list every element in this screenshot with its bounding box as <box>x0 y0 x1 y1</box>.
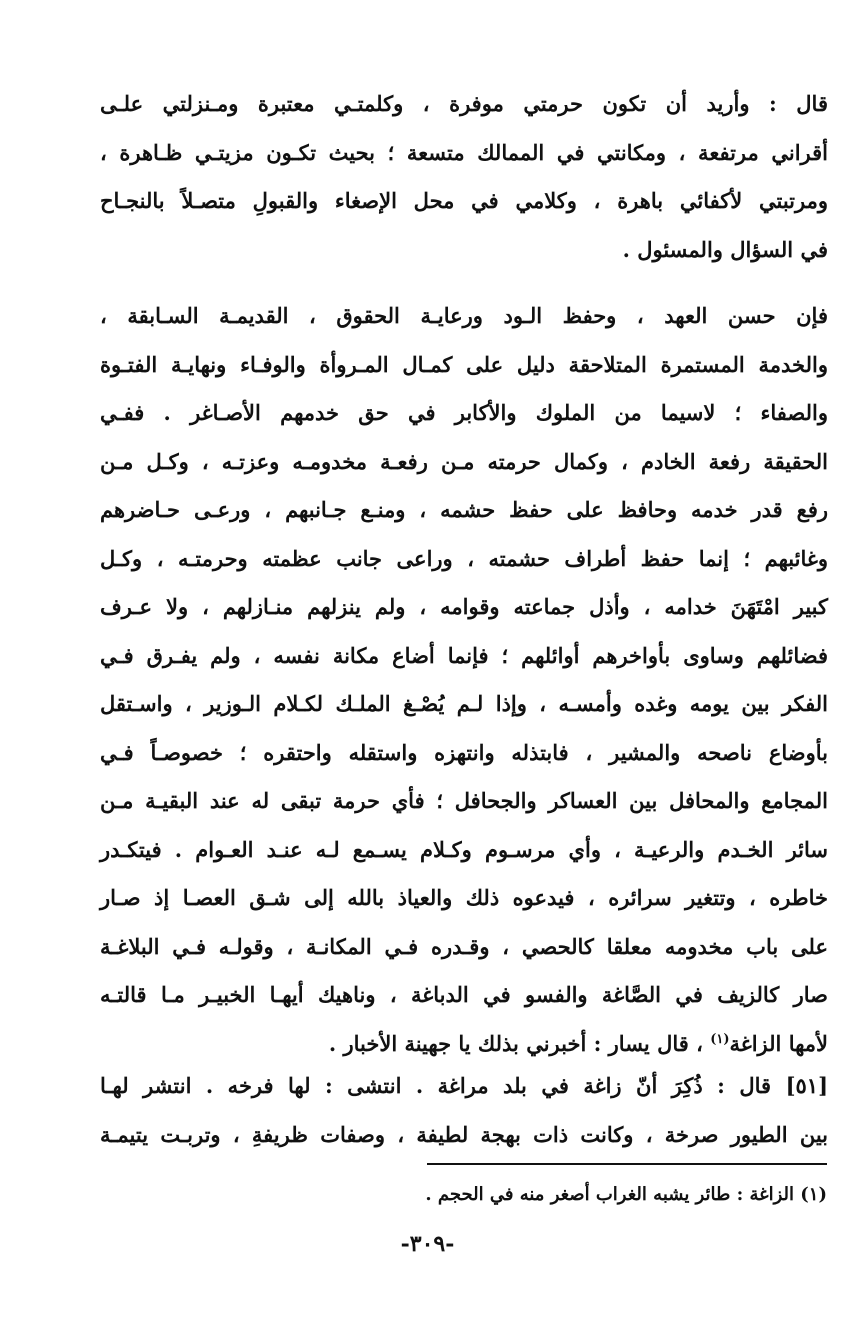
text-line: والخدمة المستمرة المتلاحقة دليل على كمـال المـروأة والوفـاء ونهايـة الفتـوة <box>100 351 828 377</box>
text-line: قال : وأريد أن تكون حرمتي موفرة ، وكلمتـي معتبرة ومـنزلتي علـى <box>100 91 828 116</box>
page-number: -٣٠٩- <box>400 1231 455 1257</box>
text-line: الفكر بين يومه وغده وأمسـه ، وإذا لـم يُصْـغ الملـك لكـلام الـوزير ، واسـتقل <box>100 691 828 716</box>
text-line: كبير امْتَهَنَ خدامه ، وأذل جماعته وقوامه ، ولم ينزلهم منـازلهم ، ولا عـرف <box>100 594 828 619</box>
text-line: على باب مخدومه معلقا كالحصي ، وقـدره فـي المكانـة ، وقولـه فـي البلاغـة <box>100 933 828 959</box>
text-line: أقراني مرتفعة ، ومكانتي في الممالك متسعة ؛ بحيث تكـون مزيتـي ظـاهرة ، <box>100 139 828 165</box>
speaker-label: قال : <box>717 1073 772 1098</box>
section-number: [٥١] <box>785 1073 828 1098</box>
text-line <box>100 1062 828 1111</box>
text-line <box>100 1020 828 1069</box>
text-line: رفع قدر خدمه وحافظ على حفظ حشمه ، ومنـع جـانبهم ، ورعـى حـاضرهم <box>100 497 828 522</box>
text-line: صار كالزيف في الصَّاغة والفسو في الدباغة ، وناهيك أيهـا الخبيـر مـا قالتـه <box>100 982 828 1007</box>
text-line: بأوضاع ناصحه والمشير ، فابتذله وانتهزه واستقله واحتقره ؛ خصوصـاً فـي <box>100 739 828 765</box>
text-line: المجامع والمحافل بين العساكر والجحافل ؛ فأي حرمة تبقى له عند البقيـة مـن <box>100 788 828 813</box>
text-line: سائر الخـدم والرعيـة ، وأي مرسـوم وكـلام يسـمع لـه عنـد العـوام . فيتكـدر <box>100 836 828 862</box>
text-segment: ، قال يسار : أخبرني بذلك يا جهينة الأخبار . <box>328 1030 703 1056</box>
paragraph-3 <box>100 1062 828 1159</box>
text-line: وغائبهم ؛ إنما حفظ أطراف حشمته ، وراعى جانب عظمته وحرمتـه ، وكـل <box>100 545 828 571</box>
footnote-reference[interactable]: (١) <box>710 1031 730 1047</box>
paragraph-1 <box>100 80 828 274</box>
text-line: بين الطيور صرخة ، وكانت ذات بهجة لطيفة ، وصفات ظريفةِ ، وتربـت يتيمـة <box>100 1121 828 1147</box>
text-line: فضائلهم وساوى بأواخرهم أوائلهم ؛ فإنما أضاع مكانة نفسه ، ولم يفـرق فـي <box>100 642 828 668</box>
text-line: خاطره ، وتتغير سرائره ، فيدعوه ذلك والعياذ بالله إلى شـق العصـا إذ صـار <box>100 885 828 910</box>
footnote-divider <box>427 1163 827 1165</box>
text-segment: لأمها الزاغة <box>729 1030 828 1056</box>
text-line: الحقيقة رفعة الخادم ، وكمال حرمته مـن رفعـة مخدومـه وعزتـه ، وكـل مـن <box>100 448 828 474</box>
text-line: فإن حسن العهد ، وحفظ الـود ورعايـة الحقوق ، القديمـة السـابقة ، <box>100 303 828 328</box>
text-line: في السؤال والمسئول . <box>622 236 828 262</box>
text-segment: ذُكِرَ أنّ زاغة في بلد مراغة . انتشى : لها فرخه . انتشر لهـا <box>100 1073 703 1098</box>
paragraph-2 <box>100 292 828 1068</box>
footnote: (١) الزاغة : طائر يشبه الغراب أصغر منه في الحجم . <box>425 1184 827 1205</box>
text-line: والصفاء ؛ لاسيما من الملوك والأكابر في حق خدمهم الأصـاغر . ففـي <box>100 400 828 425</box>
text-line: ومرتبتي لأكفائي باهرة ، وكلامي في محل الإصغاء والقبولِ متصـلاً بالنجـاح <box>100 188 828 213</box>
